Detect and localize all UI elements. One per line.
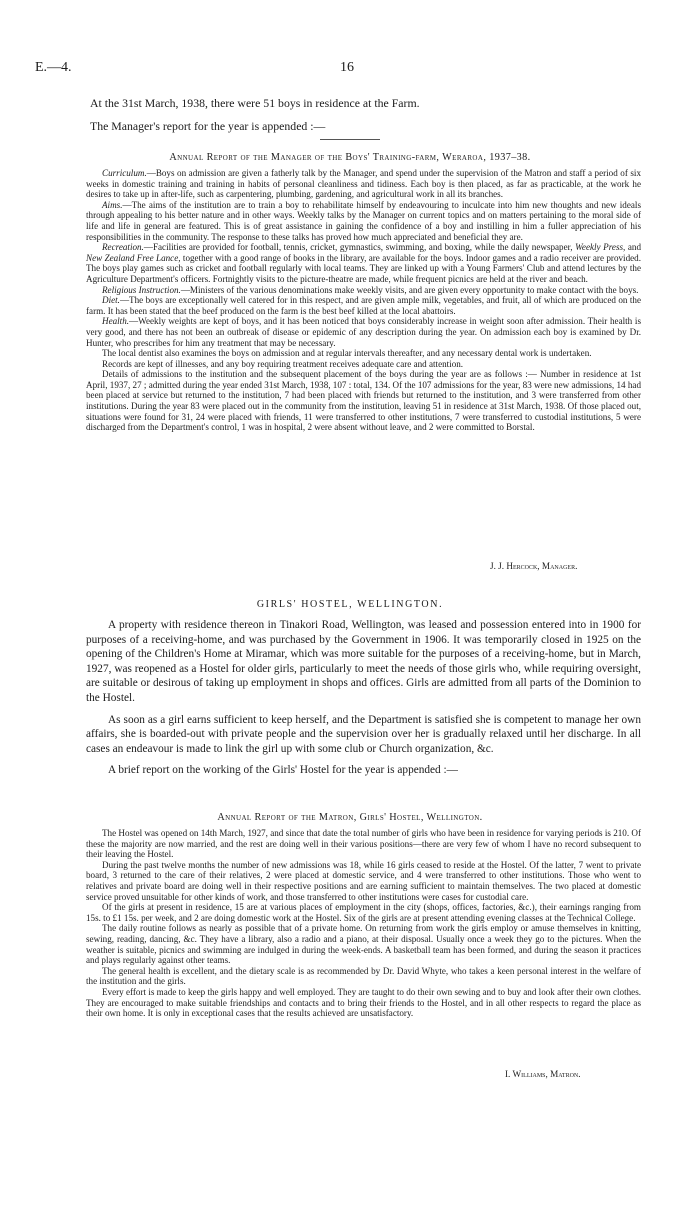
- paragraph-religious-instruction: Religious Instruction.—Ministers of the various denominations make weekly visits, and are given every opportunity to make contact with the boys.: [102, 284, 639, 295]
- heading-curriculum: Curriculum.: [102, 168, 147, 178]
- hostel-body: [86, 618, 641, 778]
- paragraph-daily-routine: The daily routine follows as nearly as possible that of a private home. On returning from work the girls employ or amuse themselves in knitting, sewing, reading, dancing, &c. They have a library, also a radio and a piano, at their disposal. Usually once a week they go to the pictures. When the weather is suitable, picnics and swimming are indulged in during the week-ends. A basketball team has been formed, and during the season it practices and plays regularly against other teams.: [86, 923, 641, 966]
- report-reference: E.—4.: [35, 60, 72, 75]
- paragraph-hostel-history: A property with residence thereon in Tinakori Road, Wellington, was leased and possession entered into in 1900 for purposes of a receiving-home, and was purchased by the Government in 1906. It was temporarily closed in 1925 on the opening of the Children's Home at Miramar, which was more suitable for the purposes of a receiving-home, but in March, 1927, was reopened as a Hostel for older girls, particularly to meet the needs of those girls who, while requiring oversight, are suitable or desirous of taking up employment in shops and offices. Girls are admitted from all parts of the Dominion to the Hostel.: [86, 619, 641, 704]
- page-number: 16: [340, 60, 354, 75]
- paragraph-admissions-year: During the past twelve months the number of new admissions was 18, while 16 girls ceased to reside at the Hostel. Of the latter, 7 went to private board, 3 returned to the care of their relatives, 2 were placed at domestic service, and 4 were transferred to other institutions. Those who went to relatives and private board are doing well in their respective positions and are earning sufficient to maintain themselves. The two placed at domestic service proved unsuitable for other kinds of work, and those transferred to other institutions were cases for custodial care.: [86, 859, 641, 902]
- paragraph-curriculum: Curriculum.—Boys on admission are given a fatherly talk by the Manager, and spend under the supervision of the Matron and staff a period of six weeks in domestic training and training in habits of personal cleanliness and tidiness. Each boy is then placed, as far as practicable, at the work he desires to take up in after-life, such as carpentering, plumbing, gardening, and agricultural work in all its branches.: [86, 168, 641, 200]
- paragraph-dentist: The local dentist also examines the boys on admission and at regular intervals thereafter, and any necessary dental work is undertaken.: [102, 348, 592, 359]
- heading-diet: Diet.: [102, 295, 120, 306]
- paragraph-hostel-opening: The Hostel was opened on 14th March, 1927, and since that date the total number of girls who have been in residence for varying periods is 210. Of these the majority are now married, and the rest are doing well in their various positions—there are very few of whom I have no record subsequent to their leaving the Hostel.: [86, 828, 641, 860]
- paragraph-recreation: Recreation.—Facilities are provided for football, tennis, cricket, gymnastics, swimming, and boxing, while the daily newspaper, Weekly Press, and New Zealand Free Lance, together with a good range of books in the library, are available for the boys. Indoor games and a radio receiver are provided. The boys play games such as cricket and football regularly with local teams. They are linked up with a Young Farmers' Club and attend lectures by the Agriculture Department's officers. Fortnightly visits to the picture-theatre are made, while frequent picnics are held at the river and beach.: [86, 242, 642, 284]
- manager-signature: J. J. Hercock, Manager.: [490, 561, 578, 571]
- boys-report-title: Annual Report of the Manager of the Boys' Training-farm, Weraroa, 1937–38.: [169, 152, 531, 163]
- paragraph-general-health: The general health is excellent, and the dietary scale is as recommended by Dr. David Whyte, who takes a keen personal interest in the welfare of the institution and the girls.: [86, 965, 641, 987]
- heading-aims: Aims.: [102, 199, 123, 210]
- heading-health: Health.: [102, 316, 130, 327]
- intro-line-appended: The Manager's report for the year is appended :—: [90, 119, 326, 133]
- boys-report-body: [86, 168, 641, 433]
- paragraph-admissions: Details of admissions to the institution and the subsequent placement of the boys during the year are as follows :— Number in residence at 1st April, 1937, 27 ; admitted during the year ended 31st March, 1938, 107 : total, 134. Of the 107 admissions for the year, 83 were new admissions, 14 had been placed at service but returned to the institution, 7 had been placed with friends but returned to the institution, and 3 were transferred from other institutions. During the year 83 were placed out in the community from the institution, leaving 51 in residence at 31st March, 1938. Of those placed out, situations were found for 31, 24 were placed with friends, 11 were transferred to other institutions, 7 were transferred to custodial institutions, 5 were discharged from the Department's control, 1 was in hospital, 2 were absent without leave, and 2 were committed to Borstal.: [86, 369, 641, 433]
- girls-hostel-heading: GIRLS' HOSTEL, WELLINGTON.: [256, 599, 444, 610]
- paragraph-hostel-report-intro: A brief report on the working of the Girls' Hostel for the year is appended :—: [108, 764, 458, 777]
- matron-report-title: Annual Report of the Matron, Girls' Hostel, Wellington.: [217, 812, 483, 823]
- newspaper-weekly-press: Weekly Press,: [575, 242, 626, 253]
- matron-report-body: [86, 828, 641, 1019]
- divider-rule: [320, 139, 380, 140]
- newspaper-free-lance: New Zealand Free Lance,: [86, 252, 181, 263]
- paragraph-hostel-boarding: As soon as a girl earns sufficient to keep herself, and the Department is satisfied she is competent to manage her own affairs, she is boarded-out with private people and the supervision over her is gradually relaxed until her discharge. In all cases an endeavour is made to link the girl up with some club or Church organization, &c.: [86, 713, 641, 755]
- paragraph-health: Health.—Weekly weights are kept of boys, and it has been noticed that boys considerably increase in weight soon after admission. Their health is very good, and there has not been an outbreak of disease or epidemic of any description during the year. On admission each boy is examined by Dr. Hunter, who prescribes for him any treatment that may be necessary.: [86, 316, 641, 348]
- paragraph-diet: Diet.—The boys are exceptionally well catered for in this respect, and are given ample milk, vegetables, and fruit, all of which are produced on the farm. It has been stated that the beef produced on the farm is the best beef killed at the local abattoirs.: [86, 295, 641, 316]
- matron-signature: I. Williams, Matron.: [505, 1069, 581, 1079]
- heading-recreation: Recreation.: [102, 242, 144, 253]
- paragraph-effort: Every effort is made to keep the girls happy and well employed. They are taught to do their own sewing and to buy and look after their own clothes. They are encouraged to make suitable friendships and contacts and to bring their friends to the Hostel, and in all other respects to regard the place as their own home. It is only in exceptional cases that the results achieved are unsatisfactory.: [86, 986, 641, 1019]
- paragraph-employment: Of the girls at present in residence, 15 are at various places of employment in the city (shops, offices, factories, &c.), their earnings ranging from 15s. to £1 15s. per week, and 2 are doing domestic work at the Hostel. Six of the girls are at present attending evening classes at the Technical College.: [86, 902, 641, 923]
- intro-line-residence: At the 31st March, 1938, there were 51 boys in residence at the Farm.: [90, 96, 420, 110]
- paragraph-records: Records are kept of illnesses, and any boy requiring treatment receives adequate care and attention.: [102, 358, 464, 369]
- paragraph-aims: Aims.—The aims of the institution are to train a boy to rehabilitate himself by endeavouring to inculcate into him new thoughts and new ideals through appealing to his better nature and in other ways. Weekly talks by the Manager on current topics and on matters pertaining to the moral side of life and life in general are featured. This is of great assistance in gaining the confidence of a boy and instilling in him a fuller appreciation of his responsibilities in the community. The response to these talks has proved how much appreciated and beneficial they are.: [86, 199, 641, 242]
- heading-religious-instruction: Religious Instruction.: [102, 284, 181, 295]
